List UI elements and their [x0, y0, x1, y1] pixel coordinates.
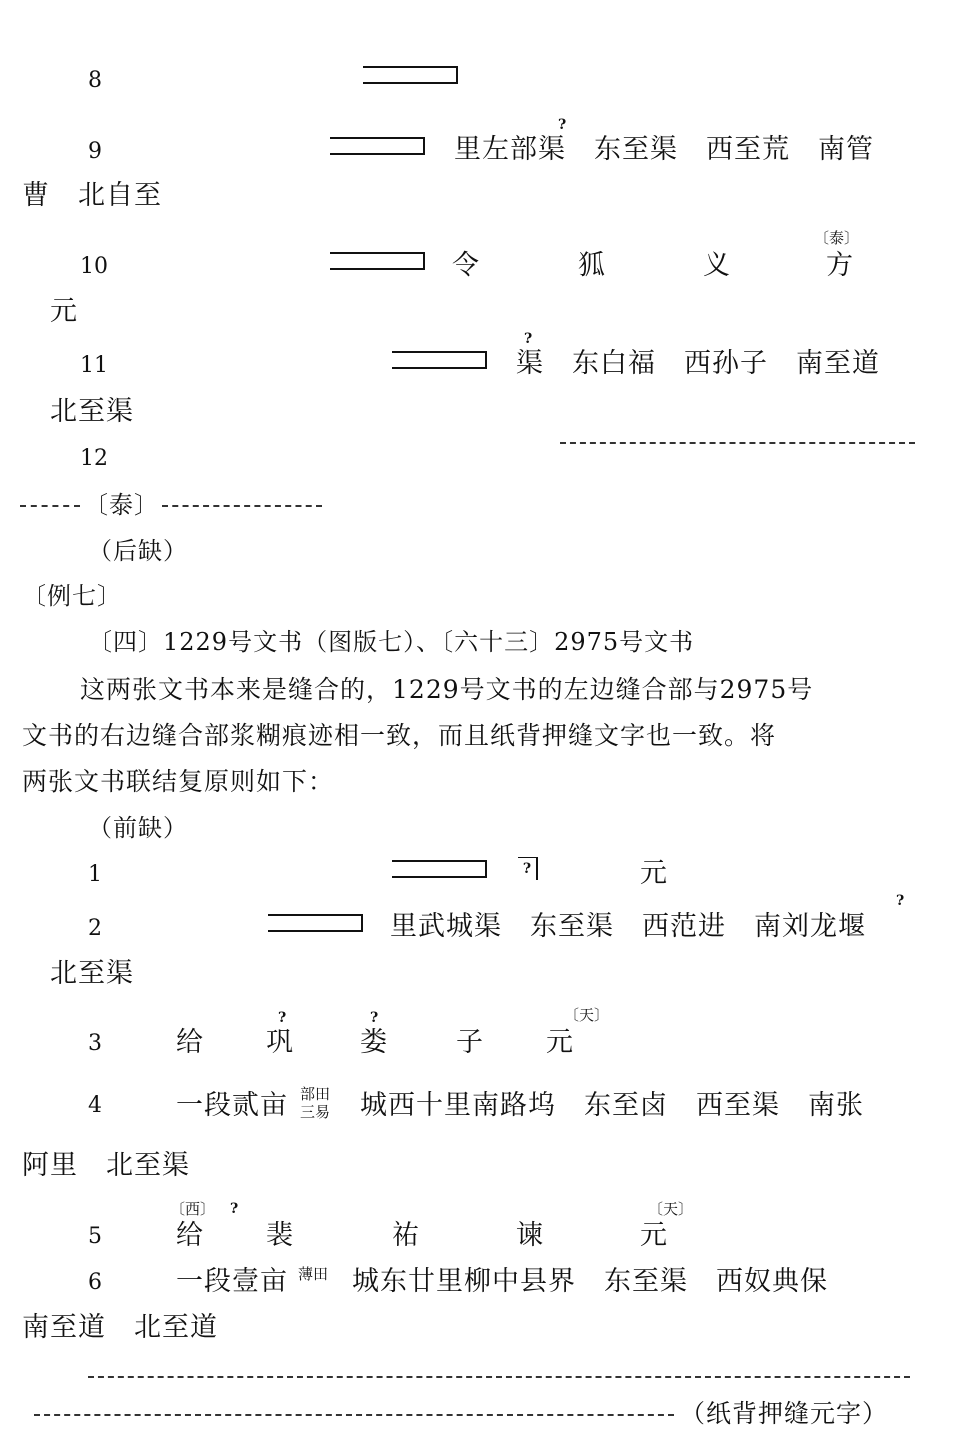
text-line: 里左部渠 东至渠 西至荒 南管 [454, 134, 874, 165]
name-char: 给 [176, 1027, 204, 1058]
editorial-note: 〔天〕 [564, 1006, 610, 1024]
editorial-note: 〔泰〕 [814, 229, 860, 247]
name-char: 方 [826, 250, 854, 281]
lacuna-marker: （前缺） [88, 814, 188, 842]
editorial-note: 〔西〕 [170, 1200, 216, 1218]
dashed-break-line [560, 442, 915, 444]
editorial-note: 〔天〕 [648, 1200, 694, 1218]
text-line-continued: 南至道 北至道 [22, 1312, 218, 1343]
seam-note: （纸背押缝元字） [680, 1399, 889, 1428]
uncertain-mark: ? [896, 893, 905, 909]
text-line: 元 [640, 858, 668, 889]
document-heading: 〔四〕1229号文书（图版七）、〔六十三〕2975号文书 [88, 628, 695, 656]
uncertain-mark: ? [230, 1201, 239, 1217]
name-char: 裴 [266, 1220, 294, 1251]
interlinear-note: 三易 [300, 1103, 331, 1121]
uncertain-mark: ? [524, 331, 533, 347]
uncertain-mark: ? [370, 1010, 379, 1026]
line-number: 9 [88, 139, 102, 164]
line-number: 3 [88, 1031, 102, 1056]
line-number: 4 [88, 1093, 102, 1118]
line-number: 8 [88, 68, 102, 93]
name-char: 祐 [392, 1220, 420, 1251]
name-char: 巩 [266, 1027, 294, 1058]
text-line-continued: 北至渠 [50, 396, 134, 427]
name-char: 给 [176, 1220, 204, 1251]
line-number: 6 [88, 1270, 102, 1295]
text-segment: 城东廿里柳中县界 东至渠 西奴典保 [352, 1266, 828, 1297]
text-segment: 一段壹亩 [176, 1266, 288, 1297]
line-number: 12 [80, 446, 108, 471]
lacuna-bracket [363, 66, 458, 84]
interlinear-note: 部田 [300, 1085, 331, 1103]
dashed-break-line [88, 1376, 910, 1378]
uncertain-mark: ? [558, 117, 567, 133]
lacuna-bracket [392, 860, 487, 878]
name-char: 义 [703, 250, 731, 281]
paragraph-line: 两张文书联结复原则如下： [22, 767, 335, 796]
lacuna-marker: （后缺） [88, 537, 188, 565]
text-segment: 城西十里南路坞 东至卤 西至渠 南张 [360, 1090, 864, 1121]
interlinear-note: 薄田 [298, 1265, 329, 1283]
paragraph-line: 这两张文书本来是缝合的，1229号文书的左边缝合部与2975号 [80, 675, 814, 704]
name-char: 元 [546, 1027, 574, 1058]
example-heading: 〔例七〕 [22, 582, 122, 610]
lacuna-bracket [330, 252, 425, 270]
line-number: 5 [88, 1224, 102, 1249]
editorial-note: 〔泰〕 [84, 491, 159, 519]
text-line-continued: 曹 北自至 [22, 180, 162, 211]
text-segment: 一段贰亩 [176, 1090, 288, 1121]
line-number: 10 [80, 254, 108, 279]
line-number: 2 [88, 916, 102, 941]
line-number: 1 [88, 862, 102, 887]
line-number: 11 [80, 353, 108, 378]
lacuna-bracket [330, 137, 425, 155]
text-line-continued: 北至渠 [50, 958, 134, 989]
lacuna-bracket [392, 351, 487, 369]
name-char: 谏 [516, 1220, 544, 1251]
name-char: 令 [452, 250, 480, 281]
dashed-break-line [34, 1414, 674, 1416]
uncertain-char-box: ? [518, 857, 538, 880]
uncertain-mark: ? [278, 1010, 287, 1026]
text-line-continued: 阿里 北至渠 [22, 1150, 190, 1181]
name-char: 元 [640, 1220, 668, 1251]
text-line: 渠 东白福 西孙子 南至道 [516, 348, 880, 379]
lacuna-bracket [268, 914, 363, 932]
paragraph-line: 文书的右边缝合部浆糊痕迹相一致，而且纸背押缝文字也一致。将 [22, 721, 777, 750]
name-char: 狐 [578, 250, 606, 281]
name-char: 娄 [360, 1027, 388, 1058]
text-line: 里武城渠 东至渠 西范进 南刘龙堰 [390, 911, 866, 942]
text-line-continued: 元 [50, 296, 78, 327]
name-char: 子 [456, 1027, 484, 1058]
dashed-break-line [20, 505, 80, 507]
dashed-break-line [162, 505, 322, 507]
